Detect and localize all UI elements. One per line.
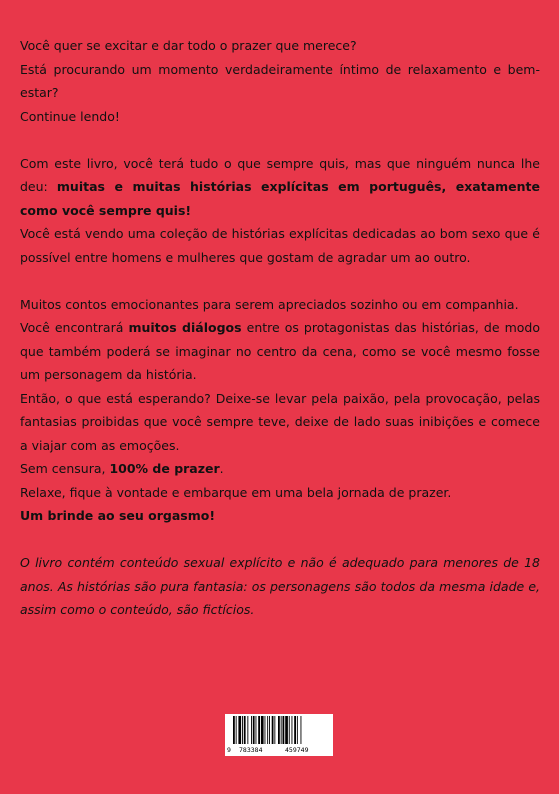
barcode-bar [294,716,296,744]
barcode-bar [297,716,298,744]
barcode-bar [256,716,257,744]
paragraph-dialogos [20,316,540,387]
paragraph-esperando: Então, o que está esperando? Deixe-se levar pela paixão, pela provocação, pelas fantasias proibidas que você sempre teve, deixe de lado suas inibições e comece a viajar com as emoções. [20,390,540,453]
sem-censura-period: . [219,461,224,476]
barcode-bar [292,716,293,744]
barcode-bar [247,716,248,744]
dialogos-prefix: Você encontrará [20,320,124,335]
barcode-bar [236,716,237,744]
barcode-bar [251,716,252,744]
dialogos-rest: entre os protagonistas das histórias, de modo que também poderá se imaginar no centro da cena, como se você mesmo fosse um personagem da história. [20,320,540,382]
barcode-bar [285,716,288,744]
barcode-bar [283,716,285,744]
offer-highlight: muitas e muitas histórias explícitas em português, exatamente como você sempre quis! [20,179,540,218]
paragraph-contos: Muitos contos emocionantes para serem apreciados sozinho ou em companhia. [20,296,519,312]
barcode-first-digit: 9 [227,746,231,754]
barcode-bar [272,716,274,744]
barcode-bar [281,716,282,744]
back-cover-text [20,34,540,622]
barcode-bar [238,716,241,744]
barcode-bar [233,716,235,744]
barcode-bar [278,716,280,744]
barcode-bars [225,714,333,746]
barcode-bar [269,716,270,744]
barcode-bar [265,716,266,744]
barcode-bar [244,716,246,744]
barcode-bar [261,716,264,744]
barcode-group-1: 783384 [239,746,263,754]
barcode-bar [267,716,268,744]
barcode-bar [289,716,290,744]
paragraph-brinde [20,504,540,528]
isbn-barcode [225,714,333,756]
paragraph-collection: Você está vendo uma coleção de histórias explícitas dedicadas ao bom sexo que é possível entre homens e mulheres que gostam de agradar um ao outro. [20,226,540,265]
barcode-bar [253,716,255,744]
intro-line-1: Você quer se excitar e dar todo o prazer que merece? [20,38,357,53]
disclaimer-text: O livro contém conteúdo sexual explícito e não é adequado para menores de 18 anos. As histórias são pura fantasia: os personagens são todos da mesma idade e, assim como o conteúdo, são fictícios. [20,555,540,617]
barcode-group-2: 459749 [285,746,309,754]
intro-line-2: Está procurando um momento verdadeiramente íntimo de relaxamento e bem-estar? [20,61,540,100]
paragraph-sem-censura [20,457,540,481]
barcode-bar [274,716,275,744]
barcode-bar [242,716,243,744]
prazer-highlight: 100% de prazer [109,461,220,476]
paragraph-relaxe: Relaxe, fique à vontade e embarque em uma bela jornada de prazer. [20,484,452,500]
paragraph-book-offer [20,152,540,223]
dialogos-highlight: muitos diálogos [128,320,242,335]
barcode-bar [301,716,302,744]
intro-line-3: Continue lendo! [20,108,120,124]
sem-censura-prefix: Sem censura, [20,461,106,476]
barcode-bar [258,716,260,744]
brinde-highlight: Um brinde ao seu orgasmo! [20,508,216,523]
offer-text: Com este livro, você terá tudo o que sempre quis, mas que ninguém nunca lhe deu: [20,155,540,194]
